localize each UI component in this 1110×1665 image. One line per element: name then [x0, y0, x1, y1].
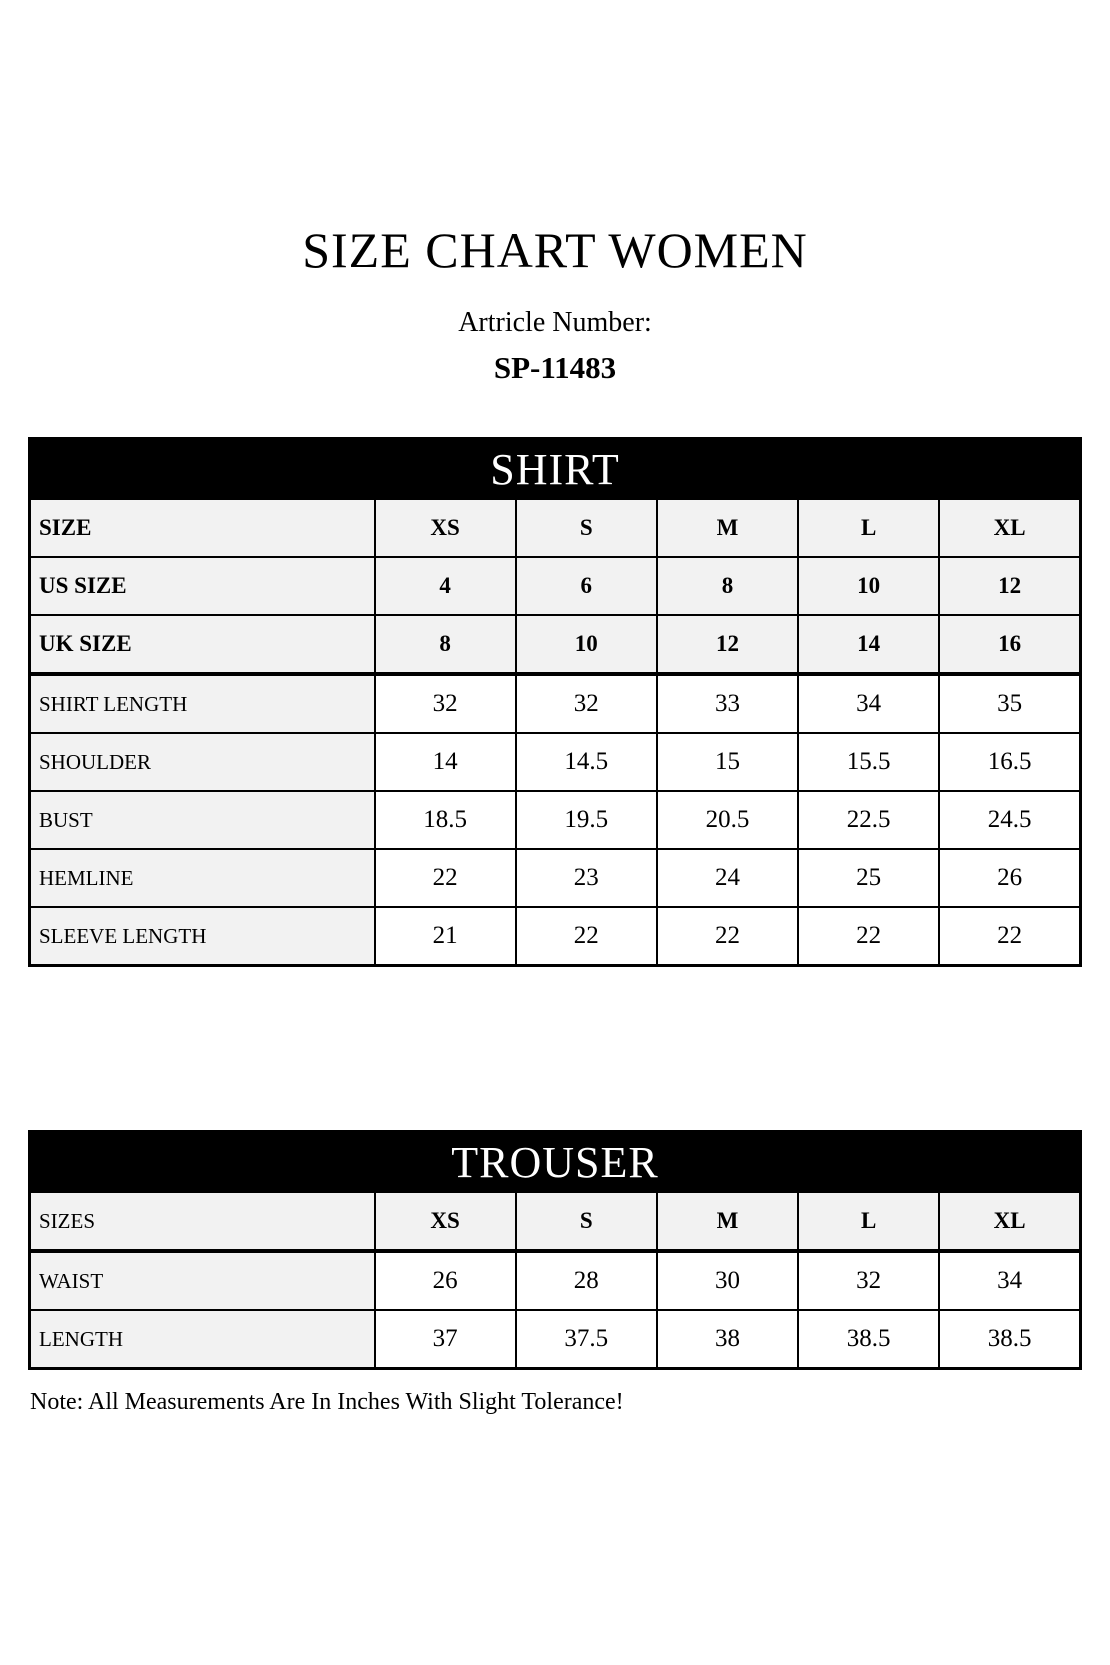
size-value-cell: 14 [375, 733, 516, 791]
size-value-cell: 32 [375, 674, 516, 733]
size-value-cell: 38.5 [798, 1310, 939, 1369]
size-value-cell: 22 [516, 907, 657, 966]
size-value-cell: 16.5 [939, 733, 1080, 791]
size-value-cell: 6 [516, 557, 657, 615]
size-column-header: XL [939, 1192, 1080, 1251]
size-value-cell: 35 [939, 674, 1080, 733]
article-number-value: SP-11483 [493, 350, 617, 386]
size-value-cell: 10 [516, 615, 657, 674]
size-value-cell: 15.5 [798, 733, 939, 791]
table-row [30, 907, 1081, 966]
size-value-cell: 18.5 [375, 791, 516, 849]
page-title: SIZE CHART WOMEN [302, 222, 808, 278]
size-value-cell: 23 [516, 849, 657, 907]
size-column-header: M [657, 499, 798, 557]
size-value-cell: 20.5 [657, 791, 798, 849]
row-label-cell: SIZES [30, 1192, 375, 1251]
size-value-cell: 8 [375, 615, 516, 674]
row-label-cell: UK SIZE [30, 615, 375, 674]
size-value-cell: 14.5 [516, 733, 657, 791]
size-value-cell: 34 [798, 674, 939, 733]
table-row [30, 791, 1081, 849]
size-column-header: XL [939, 499, 1080, 557]
size-value-cell: 10 [798, 557, 939, 615]
size-value-cell: 26 [375, 1251, 516, 1310]
row-label-cell: SLEEVE LENGTH [30, 907, 375, 966]
size-value-cell: 8 [657, 557, 798, 615]
trouser-size-table [28, 1130, 1082, 1370]
size-value-cell: 32 [798, 1251, 939, 1310]
row-label-cell: SHOULDER [30, 733, 375, 791]
row-label-cell: LENGTH [30, 1310, 375, 1369]
article-number-label: Artricle Number: [458, 306, 652, 338]
size-value-cell: 38 [657, 1310, 798, 1369]
size-value-cell: 15 [657, 733, 798, 791]
measurement-note: Note: All Measurements Are In Inches With Slight Tolerance! [30, 1389, 624, 1416]
size-value-cell: 4 [375, 557, 516, 615]
size-column-header: S [516, 1192, 657, 1251]
row-label-cell: SHIRT LENGTH [30, 674, 375, 733]
size-column-header: XS [375, 1192, 516, 1251]
size-value-cell: 30 [657, 1251, 798, 1310]
size-value-cell: 34 [939, 1251, 1080, 1310]
row-label-cell: SIZE [30, 499, 375, 557]
row-label-cell: BUST [30, 791, 375, 849]
size-value-cell: 24.5 [939, 791, 1080, 849]
table-row [30, 1310, 1081, 1369]
row-label-cell: HEMLINE [30, 849, 375, 907]
size-value-cell: 22.5 [798, 791, 939, 849]
size-value-cell: 21 [375, 907, 516, 966]
shirt-size-table [28, 437, 1082, 967]
shirt-table-banner-row [30, 439, 1081, 500]
size-value-cell: 22 [657, 907, 798, 966]
trouser-table-banner: TROUSER [30, 1132, 1081, 1193]
size-value-cell: 14 [798, 615, 939, 674]
table-row [30, 674, 1081, 733]
size-column-header: XS [375, 499, 516, 557]
size-value-cell: 19.5 [516, 791, 657, 849]
trouser-table-banner-row [30, 1132, 1081, 1193]
size-column-header: M [657, 1192, 798, 1251]
size-value-cell: 26 [939, 849, 1080, 907]
table-row [30, 849, 1081, 907]
size-value-cell: 37.5 [516, 1310, 657, 1369]
size-column-header: L [798, 499, 939, 557]
size-value-cell: 37 [375, 1310, 516, 1369]
size-value-cell: 22 [375, 849, 516, 907]
table-row [30, 557, 1081, 615]
size-value-cell: 38.5 [939, 1310, 1080, 1369]
size-column-header: S [516, 499, 657, 557]
size-value-cell: 32 [516, 674, 657, 733]
size-header-row [30, 1192, 1081, 1251]
size-column-header: L [798, 1192, 939, 1251]
size-header-row [30, 499, 1081, 557]
size-value-cell: 12 [657, 615, 798, 674]
size-value-cell: 24 [657, 849, 798, 907]
table-row [30, 1251, 1081, 1310]
size-value-cell: 25 [798, 849, 939, 907]
size-value-cell: 28 [516, 1251, 657, 1310]
size-value-cell: 22 [939, 907, 1080, 966]
size-value-cell: 33 [657, 674, 798, 733]
size-value-cell: 16 [939, 615, 1080, 674]
row-label-cell: US SIZE [30, 557, 375, 615]
size-value-cell: 12 [939, 557, 1080, 615]
table-row [30, 733, 1081, 791]
shirt-table-banner: SHIRT [30, 439, 1081, 500]
size-value-cell: 22 [798, 907, 939, 966]
table-row [30, 615, 1081, 674]
row-label-cell: WAIST [30, 1251, 375, 1310]
